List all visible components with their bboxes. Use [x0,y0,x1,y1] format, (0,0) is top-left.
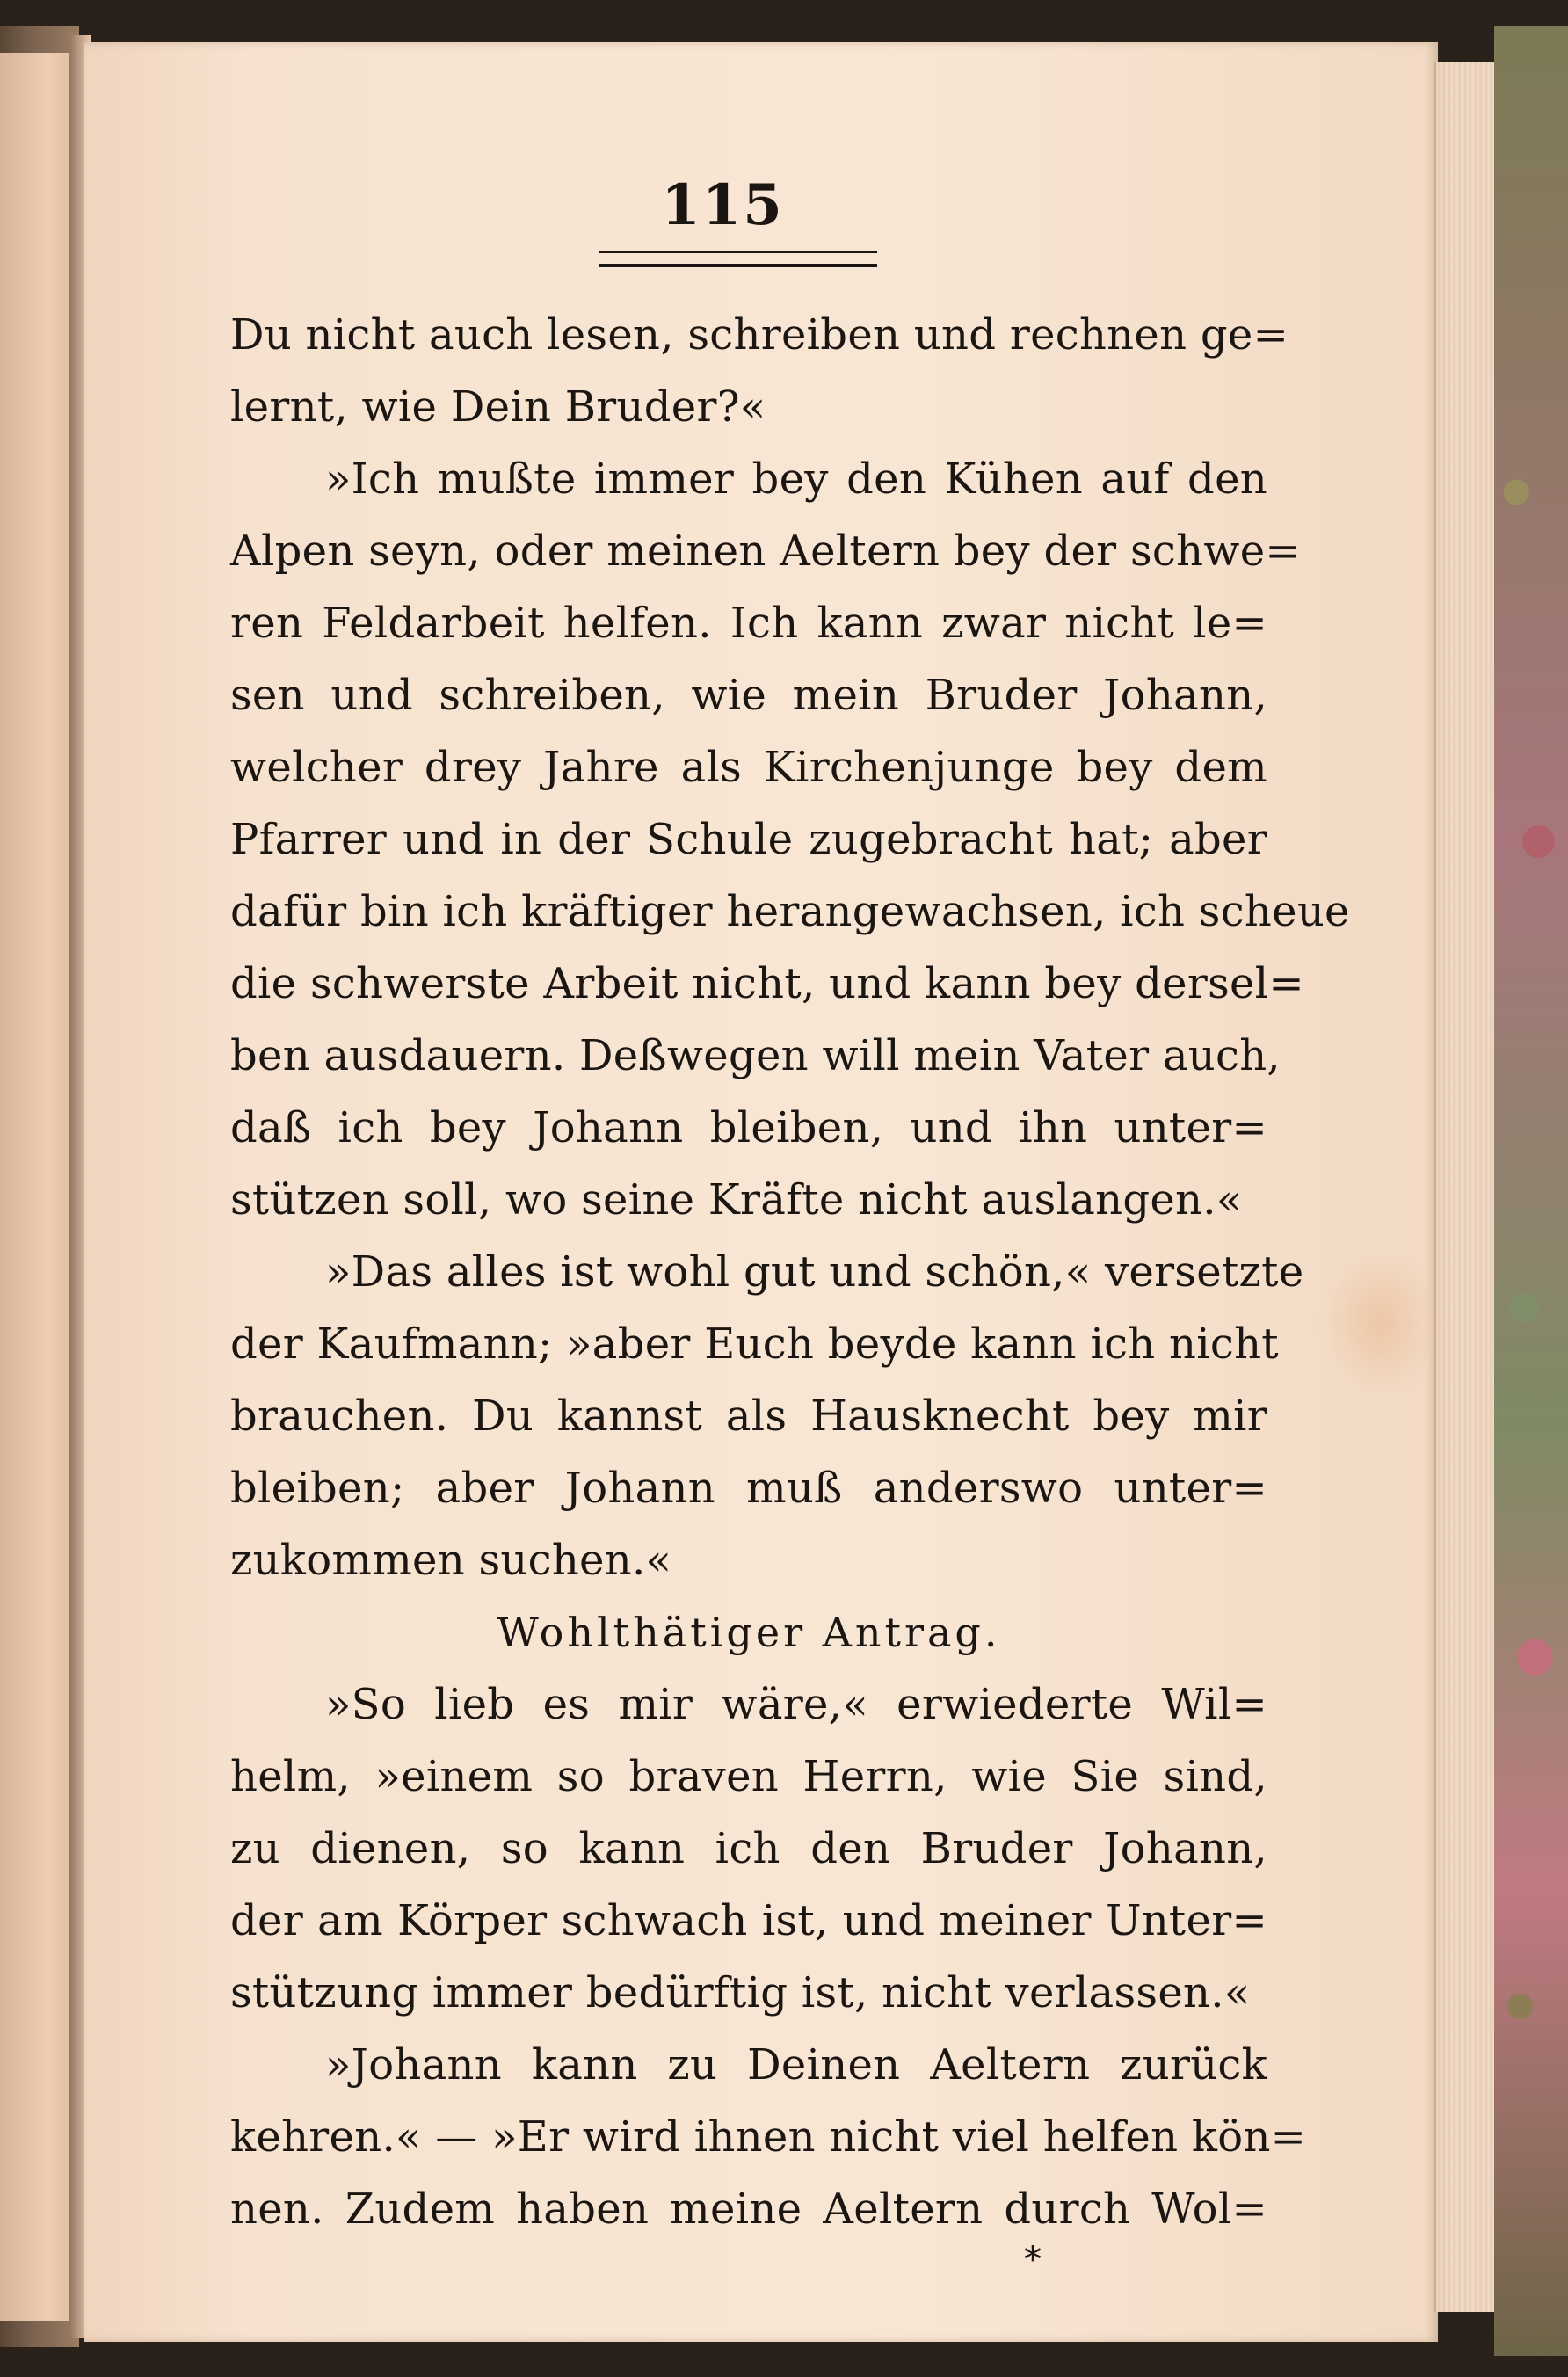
text-line: zukommen suchen.« [230,1536,672,1585]
text-line: brauchen. Du kannst als Hausknecht bey mir [230,1392,1267,1441]
text-line: stützen soll, wo seine Kräfte nicht auslangen.« [230,1175,1243,1225]
text-line: »Das alles ist wohl gut und schön,« versetzte [325,1247,1304,1297]
text-line: bleiben; aber Johann muß anderswo unter= [230,1464,1267,1513]
catchword-mark: * [1024,2240,1042,2280]
text-line: »So lieb es mir wäre,« erwiederte Wil= [325,1680,1267,1729]
text-line: stützung immer bedürftig ist, nicht verlassen.« [230,1968,1251,2017]
text-line: zu dienen, so kann ich den Bruder Johann, [230,1824,1267,1873]
page-stack-edge [1434,62,1498,2312]
text-line: die schwerste Arbeit nicht, und kann bey dersel= [230,959,1304,1008]
text-line: ren Feldarbeit helfen. Ich kann zwar nicht le= [230,599,1267,648]
text-line: der am Körper schwach ist, und meiner Unter= [230,1896,1267,1945]
text-line: »Ich mußte immer bey den Kühen auf den [325,454,1267,504]
text-line: nen. Zudem haben meine Aeltern durch Wol= [230,2184,1267,2234]
section-heading: Wohlthätiger Antrag. [497,1609,1001,1656]
left-page-edge [0,53,69,2321]
text-line: lernt, wie Dein Bruder?« [230,382,766,432]
header-rule [599,251,877,267]
body-text [230,299,1350,2245]
foxing-stain [1318,1248,1441,1398]
text-line: Alpen seyn, oder meinen Aeltern bey der schwe= [230,527,1301,576]
page-number: 115 [661,172,784,238]
text-line: Pfarrer und in der Schule zugebracht hat; aber [230,815,1267,864]
text-line: Du nicht auch lesen, schreiben und rechnen ge= [230,310,1289,360]
text-line: ben ausdauern. Deßwegen will mein Vater auch, [230,1031,1281,1080]
marbled-cover [1494,26,1568,2356]
text-line: kehren.« — »Er wird ihnen nicht viel helfen kön= [230,2112,1307,2162]
text-line: dafür bin ich kräftiger herangewachsen, ich scheue [230,887,1350,936]
text-line: daß ich bey Johann bleiben, und ihn unter= [230,1103,1267,1152]
text-line: welcher drey Jahre als Kirchenjunge bey dem [230,743,1267,792]
text-line: der Kaufmann; »aber Euch beyde kann ich nicht [230,1319,1279,1369]
text-line: »Johann kann zu Deinen Aeltern zurück [325,2040,1267,2090]
text-line: sen und schreiben, wie mein Bruder Johann, [230,671,1267,720]
text-line: helm, »einem so braven Herrn, wie Sie sind, [230,1752,1267,1801]
